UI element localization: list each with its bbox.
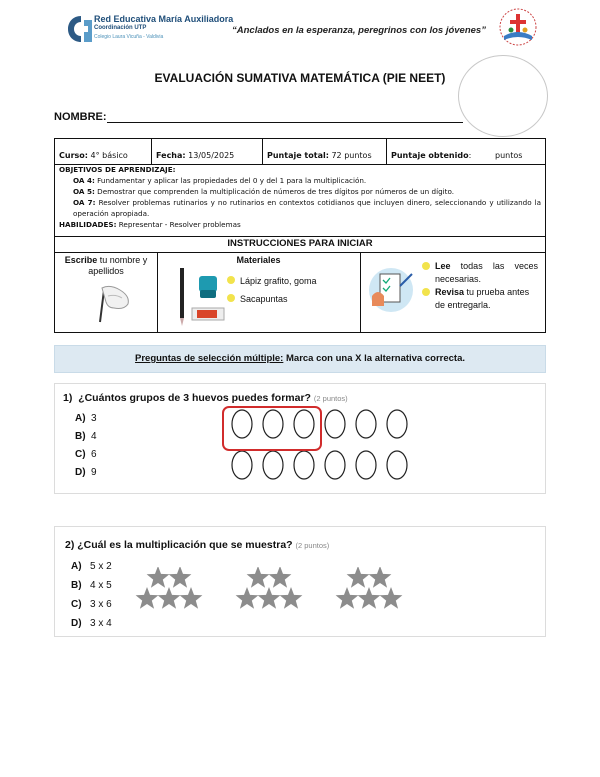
option-letter: D)	[75, 467, 86, 478]
info-table	[54, 138, 546, 333]
option-text: 3 x 4	[90, 618, 112, 629]
star-icon	[258, 587, 281, 609]
curso-label: Curso:	[59, 151, 88, 160]
egg	[325, 410, 345, 438]
option-c[interactable]	[75, 446, 97, 464]
material-text: Lápiz grafito, goma	[240, 276, 317, 286]
info-row	[55, 139, 545, 165]
puntaje-obtenido-unit: puntos	[495, 151, 523, 160]
fecha-cell	[152, 139, 263, 164]
option-letter: C)	[71, 599, 82, 610]
instr-materials-cell	[157, 252, 361, 332]
egg	[263, 410, 283, 438]
instr-write-text	[55, 252, 157, 277]
q2-options	[71, 557, 112, 633]
option-d[interactable]	[75, 464, 97, 482]
option-text: 5 x 2	[90, 561, 112, 572]
instr-read-cell	[360, 252, 545, 332]
star-icon	[347, 567, 370, 588]
puntaje-total-cell	[263, 139, 387, 164]
writing-hand-icon	[90, 282, 132, 326]
material-text: Sacapuntas	[240, 294, 288, 304]
option-letter: C)	[75, 449, 86, 460]
egg	[294, 410, 314, 438]
sharpener-icon	[197, 274, 219, 300]
star-icon	[180, 587, 203, 609]
egg	[263, 451, 283, 479]
oa5-code: OA 5:	[73, 187, 95, 196]
q2-points: (2 puntos)	[295, 541, 330, 550]
option-b[interactable]	[75, 428, 97, 446]
instr-read-text	[422, 260, 538, 312]
fecha-label: Fecha:	[156, 151, 186, 160]
puntaje-obtenido-label: Puntaje obtenido	[391, 151, 469, 160]
nombre-label: NOMBRE:	[54, 111, 107, 123]
eggs-figure	[220, 406, 420, 488]
star-icon	[358, 587, 381, 609]
egg	[387, 451, 407, 479]
crest-icon	[494, 6, 542, 48]
option-text: 3	[91, 413, 97, 424]
write-bold: Escribe	[64, 255, 98, 265]
oa7-code: OA 7:	[73, 198, 96, 207]
star-icon	[280, 587, 303, 609]
puntaje-obtenido-colon: :	[468, 151, 472, 160]
option-letter: B)	[71, 580, 82, 591]
option-c[interactable]	[71, 595, 112, 614]
instructions-heading: INSTRUCCIONES PARA INICIAR	[55, 236, 545, 253]
review-line	[422, 286, 538, 312]
curso-cell	[55, 139, 152, 164]
star-icon	[236, 587, 259, 609]
motto: “Anclados en la esperanza, peregrinos con los jóvenes”	[232, 25, 486, 36]
puntaje-total-value: 72 puntos	[331, 151, 372, 160]
q1-question: ¿Cuántos grupos de 3 huevos puedes formar?	[78, 392, 311, 404]
option-letter: B)	[75, 431, 86, 442]
fecha-value: 13/05/2025	[188, 151, 235, 160]
q2-number: 2)	[65, 539, 75, 551]
option-text: 9	[91, 467, 97, 478]
star-icon	[336, 587, 359, 609]
bullet-icon	[422, 262, 430, 270]
nombre-input-line[interactable]	[107, 122, 463, 123]
photo-placeholder	[458, 55, 548, 137]
curso-value: 4° básico	[90, 151, 128, 160]
material-item	[227, 294, 288, 304]
option-a[interactable]	[75, 410, 97, 428]
puntaje-obtenido-cell[interactable]	[387, 139, 545, 164]
page-title: EVALUACIÓN SUMATIVA MATEMÁTICA (PIE NEET)	[154, 71, 446, 85]
school-logo-icon	[66, 14, 96, 44]
review-rest: tu prueba antes de entregarla.	[435, 287, 530, 310]
egg	[387, 410, 407, 438]
option-b[interactable]	[71, 576, 112, 595]
org-name: Red Educativa María Auxiliadora	[94, 14, 234, 24]
option-text: 4 x 5	[90, 580, 112, 591]
bullet-icon	[422, 288, 430, 296]
material-item	[227, 276, 317, 286]
org-school: Colegio Laura Vicuña - Valdivia	[94, 34, 164, 40]
section-label: Preguntas de selección múltiple:	[135, 353, 284, 364]
option-text: 6	[91, 449, 97, 460]
option-a[interactable]	[71, 557, 112, 576]
section-banner	[54, 345, 546, 373]
q1-number: 1)	[63, 392, 73, 404]
puntaje-total-label: Puntaje total:	[267, 151, 329, 160]
oa7-text: Resolver problemas rutinarios y no rutinarios en contextos cotidianos que incluyen dinero, seleccionando y utilizando la operación apropiada.	[73, 198, 542, 218]
question-2-box	[54, 526, 546, 637]
skills-label: HABILIDADES:	[59, 220, 117, 229]
star-icon	[169, 567, 192, 588]
q1-title	[63, 392, 348, 404]
stars-figure	[133, 567, 433, 611]
egg	[356, 410, 376, 438]
bullet-icon	[227, 294, 235, 302]
q1-points: (2 puntos)	[313, 394, 348, 403]
section-instruction: Marca con una X la alternativa correcta.	[286, 353, 465, 364]
reading-checklist-icon	[364, 266, 418, 314]
review-bold: Revisa	[435, 287, 465, 297]
star-icon	[269, 567, 292, 588]
star-icon	[147, 567, 170, 588]
egg	[356, 451, 376, 479]
star-icon	[247, 567, 270, 588]
star-icon	[136, 587, 159, 609]
option-letter: A)	[71, 561, 82, 572]
q2-title	[65, 539, 329, 551]
q1-options	[75, 410, 97, 482]
write-rest: tu nombre y apellidos	[88, 255, 148, 276]
option-d[interactable]	[71, 614, 112, 633]
star-icon	[380, 587, 403, 609]
org-unit: Coordinación UTP	[94, 25, 147, 31]
question-1-box	[54, 383, 546, 494]
skills-value: Representar - Resolver problemas	[118, 220, 241, 229]
pencil-icon	[179, 268, 185, 326]
oa4-code: OA 4:	[73, 176, 95, 185]
read-rest: todas las veces necesarias.	[435, 261, 538, 284]
option-letter: D)	[71, 618, 82, 629]
read-bold: Lee	[435, 261, 451, 271]
oa4-text: Fundamentar y aplicar las propiedades del 0 y del 1 para la multiplicación.	[97, 176, 367, 185]
option-text: 3 x 6	[90, 599, 112, 610]
objectives-box	[55, 164, 545, 237]
option-letter: A)	[75, 413, 86, 424]
instr-write-cell	[55, 252, 158, 332]
eraser-icon	[191, 306, 225, 322]
oa5-text: Demostrar que comprenden la multiplicación de números de tres dígitos por números de un dígito.	[97, 187, 455, 196]
materials-heading: Materiales	[236, 255, 281, 265]
bullet-icon	[227, 276, 235, 284]
objectives-heading: OBJETIVOS DE APRENDIZAJE:	[59, 165, 176, 174]
star-icon	[369, 567, 392, 588]
q2-question: ¿Cuál es la multiplicación que se muestra?	[77, 539, 293, 551]
egg	[325, 451, 345, 479]
egg	[232, 451, 252, 479]
egg	[294, 451, 314, 479]
option-text: 4	[91, 431, 97, 442]
star-icon	[158, 587, 181, 609]
read-line	[422, 260, 538, 286]
egg	[232, 410, 252, 438]
